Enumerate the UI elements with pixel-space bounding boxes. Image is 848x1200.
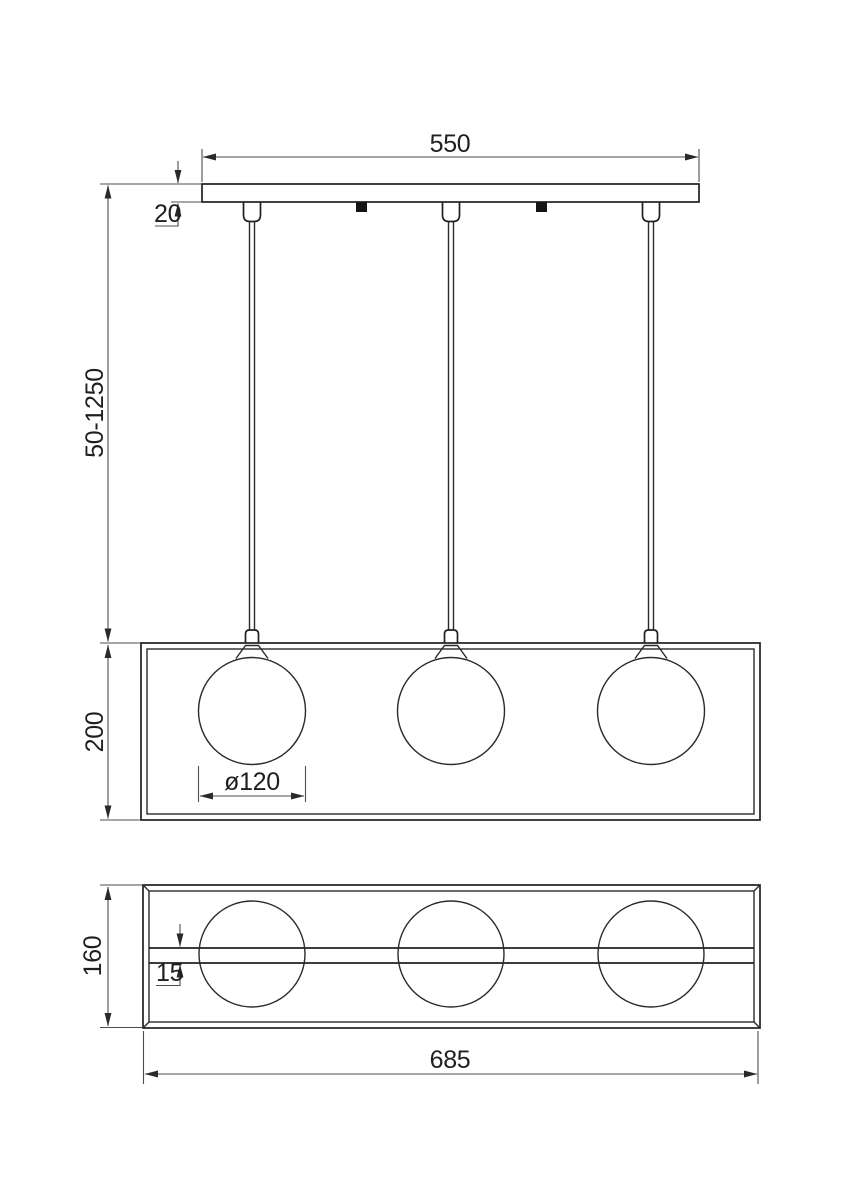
dim-shade-diameter (199, 766, 306, 802)
dim-canopy-width-label: 550 (429, 130, 471, 158)
glass-ball-shade (398, 658, 505, 765)
lamp-holder (246, 630, 259, 644)
shade-opening (199, 901, 305, 1007)
socket-cone (435, 646, 467, 659)
pendant-front-view (81, 630, 760, 820)
dim-drop-range-label: 50-1250 (81, 368, 109, 458)
cord-gland (443, 202, 460, 222)
dim-frame-height-label: 200 (81, 711, 109, 753)
dim-frame-length-label: 685 (429, 1046, 471, 1074)
glass-ball-shade (199, 658, 306, 765)
dim-frame-depth (79, 885, 142, 1028)
canopy-top-view (100, 130, 699, 228)
dim-canopy-thickness (100, 161, 201, 228)
miter-corner (143, 885, 149, 891)
dim-canopy-width (202, 130, 699, 182)
mounting-screw (536, 202, 547, 212)
glass-ball-shade (598, 658, 705, 765)
frame-plan-view (79, 885, 760, 1084)
miter-corner (143, 1022, 149, 1028)
frame-inner (149, 891, 754, 1022)
shade-opening (398, 901, 504, 1007)
cord-gland (244, 202, 261, 222)
dim-canopy-thickness-label: 20 (154, 200, 182, 228)
miter-corner (754, 1022, 760, 1028)
dim-frame-height (81, 643, 140, 820)
mounting-screw (356, 202, 367, 212)
lamp-holder (445, 630, 458, 644)
dim-frame-length (144, 1031, 759, 1084)
shade-opening (598, 901, 704, 1007)
dim-drop-range (81, 186, 109, 642)
suspension-cords (250, 222, 654, 631)
dim-rail-thickness-label: 15 (156, 959, 184, 987)
socket-cone (635, 646, 667, 659)
dim-rail-thickness (156, 924, 183, 987)
miter-corner (754, 885, 760, 891)
lamp-holder (645, 630, 658, 644)
dim-shade-diameter-label: ø120 (224, 768, 280, 796)
socket-cone (236, 646, 268, 659)
dim-frame-depth-label: 160 (79, 935, 107, 977)
cord-gland (643, 202, 660, 222)
canopy-bar (202, 184, 699, 202)
